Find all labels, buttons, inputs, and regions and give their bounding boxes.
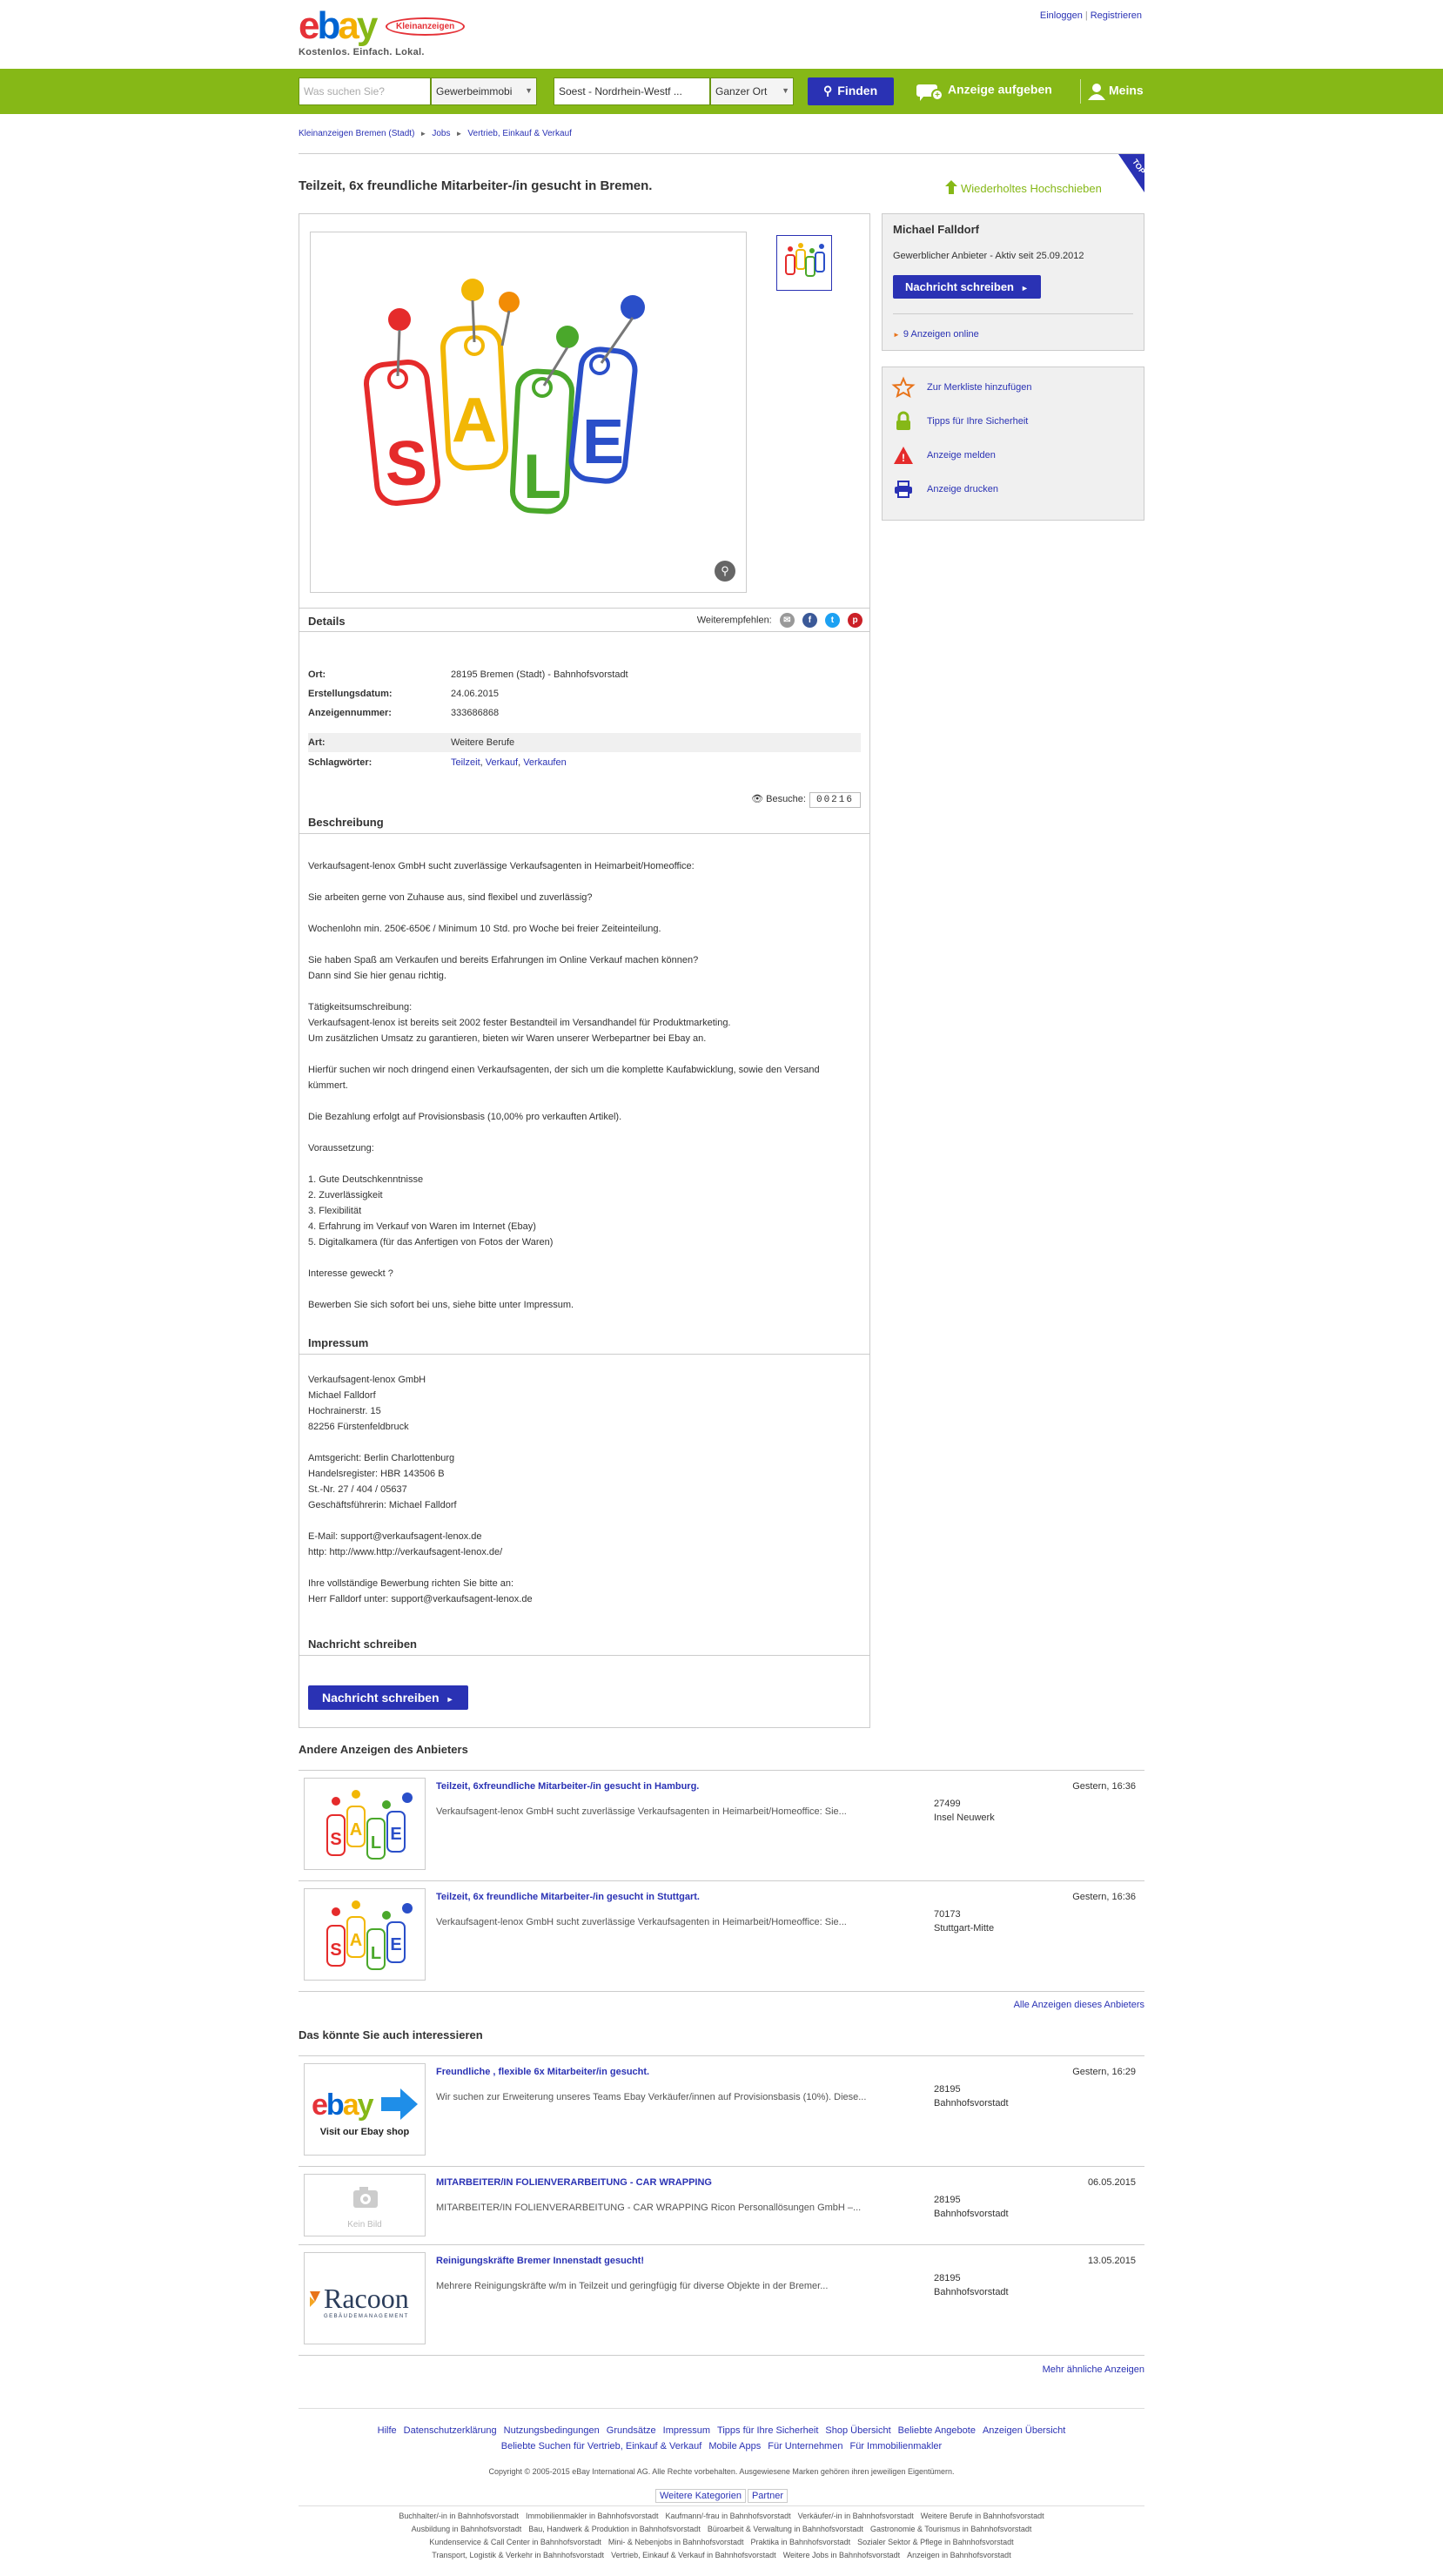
listing-location	[934, 1907, 994, 1935]
more-similar-link[interactable]: Mehr ähnliche Anzeigen	[1042, 2364, 1144, 2375]
seo-links	[299, 2510, 1144, 2562]
description-header	[299, 810, 869, 834]
listing-zip: 28195	[934, 2273, 961, 2283]
footer-link[interactable]: Beliebte Angebote	[897, 2425, 976, 2436]
detail-row	[308, 684, 861, 703]
top-badge-label: TOP	[1131, 157, 1147, 176]
image-thumbnail[interactable]	[776, 235, 832, 291]
other-ads-heading: Andere Anzeigen des Anbieters	[299, 1743, 468, 1756]
play-arrow-icon: ►	[893, 331, 900, 339]
detail-row-type	[308, 733, 861, 752]
ebay-logo-text: ebay	[299, 4, 376, 47]
listing-date: Gestern, 16:29	[1072, 2067, 1136, 2077]
seo-link[interactable]: Anzeigen in Bahnhofsvorstadt	[907, 2551, 1011, 2559]
divider	[893, 313, 1133, 314]
eye-icon: 👁	[751, 794, 764, 804]
seller-info: Gewerblicher Anbieter - Aktiv seit 25.09.2012	[893, 251, 1084, 261]
listing-description: Mehrere Reinigungskräfte w/m in Teilzeit und geringfügig für diverse Objekte in der Bremer...	[436, 2281, 829, 2291]
seo-link[interactable]: Praktika in Bahnhofsvorstadt	[750, 2538, 851, 2546]
list-item[interactable]	[299, 2245, 1144, 2355]
sale-thumbnail-image	[305, 1779, 425, 1869]
write-message-button[interactable]	[308, 1685, 468, 1710]
pinterest-share-icon[interactable]: p	[848, 613, 862, 628]
impressum-text: Verkaufsagent-lenox GmbH Michael Falldorf Hochrainerstr. 15 82256 Fürstenfeldbruck Amtsgericht: Berlin Charlottenburg Handelsregister: HBR 143506 B St.-Nr. 27 / 404 / 05637 Geschäftsführerin: Michael Falldorf E-Mail: support@verkaufsagent-lenox.de http: http://www.http://verkaufsagent-lenox.de/ Ihre vollständige Bewerbung richten Sie bitte an: Herr Falldorf unter: support@verkaufsagent-lenox.de	[308, 1375, 533, 1604]
type-link[interactable]: Weitere Berufe	[451, 737, 515, 748]
seo-link[interactable]: Ausbildung in Bahnhofsvorstadt	[411, 2525, 522, 2533]
footer-link[interactable]: Nutzungsbedingungen	[503, 2425, 600, 2436]
play-arrow-icon: ►	[1021, 284, 1029, 293]
detail-row	[308, 665, 861, 684]
svg-text:A: A	[452, 386, 497, 455]
tab-more-categories[interactable]: Weitere Kategorien	[655, 2489, 746, 2503]
svg-text:+: +	[935, 91, 940, 100]
list-item[interactable]	[299, 1771, 1144, 1880]
footer-link[interactable]: Shop Übersicht	[825, 2425, 891, 2436]
svg-text:S: S	[330, 1940, 342, 1960]
svg-text:A: A	[349, 1931, 363, 1950]
similar-heading: Das könnte Sie auch interessieren	[299, 2028, 483, 2041]
detail-value: 333686868	[451, 708, 500, 718]
site-logo[interactable]	[299, 4, 455, 57]
ad-title: Teilzeit, 6x freundliche Mitarbeiter-/in gesucht in Bremen.	[299, 178, 653, 193]
share-bar	[697, 613, 862, 628]
breadcrumb	[299, 129, 572, 138]
listing-title[interactable]: Teilzeit, 6xfreundliche Mitarbeiter-/in gesucht in Hamburg.	[436, 1781, 700, 1792]
watchlist-label: Zur Merkliste hinzufügen	[927, 382, 1032, 393]
listing-zip: 70173	[934, 1909, 961, 1920]
tag-link[interactable]: Verkauf	[485, 757, 519, 768]
svg-text:S: S	[385, 429, 428, 499]
all-seller-ads-link[interactable]: Alle Anzeigen dieses Anbieters	[1013, 2000, 1144, 2010]
logo-badge: Kleinanzeigen	[386, 17, 465, 36]
detail-key: Schlagwörter:	[308, 757, 372, 768]
facebook-share-icon[interactable]: f	[802, 613, 817, 628]
top-badge	[1118, 154, 1147, 192]
divider	[299, 2355, 1144, 2356]
breadcrumb-item[interactable]: Vertrieb, Einkauf & Verkauf	[467, 129, 572, 138]
twitter-share-icon[interactable]: t	[825, 613, 840, 628]
my-label: Meins	[1109, 83, 1144, 98]
svg-text:A: A	[349, 1820, 363, 1840]
listing-thumbnail	[304, 2252, 426, 2344]
safety-tips-label: Tipps für Ihre Sicherheit	[927, 416, 1029, 427]
print-ad-label: Anzeige drucken	[927, 484, 998, 494]
seo-link[interactable]: Büroarbeit & Verwaltung in Bahnhofsvorstadt	[707, 2525, 863, 2533]
racoon-logo-subtext: GEBÄUDEMANAGEMENT	[324, 2314, 409, 2319]
chevron-down-icon: ▼	[782, 86, 789, 95]
category-value: Gewerbeimmobi	[436, 85, 513, 98]
footer-link[interactable]: Hilfe	[377, 2425, 397, 2436]
svg-text:!: !	[902, 452, 905, 464]
category-select[interactable]	[431, 77, 537, 105]
racoon-logo-text: Racoon	[324, 2283, 409, 2314]
listing-description: Verkaufsagent-lenox GmbH sucht zuverlässige Verkaufsagenten in Heimarbeit/Homeoffice: Sie...	[436, 1806, 847, 1817]
tab-partner[interactable]: Partner	[748, 2489, 788, 2503]
printer-icon	[893, 480, 914, 499]
ebay-shop-image	[305, 2064, 425, 2155]
seo-link[interactable]: Kundenservice & Call Center in Bahnhofsvorstadt	[429, 2538, 601, 2546]
description-heading: Beschreibung	[308, 816, 384, 829]
listing-location	[934, 2082, 1009, 2110]
listing-zip: 28195	[934, 2084, 961, 2095]
listing-description: MITARBEITER/IN FOLIENVERARBEITUNG - CAR WRAPPING Ricon Personallösungen GmbH –...	[436, 2203, 862, 2213]
svg-text:ebay: ebay	[312, 2088, 372, 2122]
footer-tabs	[299, 2489, 1144, 2503]
camera-icon	[305, 2175, 425, 2218]
seller-name: Michael Falldorf	[893, 223, 979, 236]
no-image-label: Kein Bild	[347, 2220, 382, 2230]
detail-key: Erstellungsdatum:	[308, 689, 393, 699]
footer-link[interactable]: Impressum	[662, 2425, 711, 2436]
tag-link[interactable]: Verkaufen	[523, 757, 567, 768]
seo-link[interactable]: Bau, Handwerk & Produktion in Bahnhofsvorstadt	[528, 2525, 701, 2533]
login-link[interactable]: Einloggen	[1039, 10, 1083, 21]
listing-thumbnail	[304, 2063, 426, 2156]
listing-date: Gestern, 16:36	[1072, 1892, 1136, 1902]
listing-location	[934, 2271, 1009, 2299]
breadcrumb-item[interactable]: Kleinanzeigen Bremen (Stadt)	[299, 129, 415, 138]
seller-message-label: Nachricht schreiben	[905, 280, 1014, 293]
detail-key: Anzeigennummer:	[308, 708, 392, 718]
listing-zip: 28195	[934, 2195, 961, 2205]
detail-value: 28195 Bremen (Stadt) - Bahnhofsvorstadt	[451, 669, 628, 680]
breadcrumb-item[interactable]: Jobs	[432, 129, 451, 138]
email-share-icon[interactable]: ✉	[780, 613, 795, 628]
visits-value: 00216	[809, 792, 861, 808]
seo-link[interactable]: Weitere Jobs in Bahnhofsvorstadt	[782, 2551, 901, 2559]
post-ad-label: Anzeige aufgeben	[948, 82, 1052, 97]
impressum-header	[299, 1330, 869, 1355]
detail-key: Art:	[308, 737, 326, 748]
listing-date: Gestern, 16:36	[1072, 1781, 1136, 1792]
details-header	[299, 608, 869, 632]
divider	[299, 2408, 1144, 2409]
seo-link[interactable]: Vertrieb, Einkauf & Verkauf in Bahnhofsvorstadt	[611, 2551, 776, 2559]
seo-link[interactable]: Gastronomie & Tourismus in Bahnhofsvorstadt	[869, 2525, 1032, 2533]
listing-description: Wir suchen zur Erweiterung unseres Teams Ebay Verkäufer/innen auf Provisionsbasis (10%). Diese...	[436, 2092, 867, 2102]
svg-text:S: S	[330, 1830, 342, 1849]
sale-tags-image	[311, 232, 746, 592]
visit-counter	[751, 792, 861, 808]
seller-ads-link[interactable]	[893, 329, 979, 340]
divider	[299, 1991, 1144, 1992]
post-ad-button[interactable]	[915, 79, 1052, 102]
seller-ads-label: 9 Anzeigen online	[903, 329, 979, 340]
impressum-heading: Impressum	[308, 1336, 369, 1349]
actions-box	[882, 367, 1144, 521]
breadcrumb-separator-icon: ►	[419, 130, 427, 138]
listing-place: Stuttgart-Mitte	[934, 1923, 995, 1934]
ad-main-panel	[299, 213, 870, 1728]
sale-thumbnail-image	[777, 236, 831, 290]
detail-row-tags: Schlagwörter: Teilzeit, Verkauf, Verkaufen	[308, 757, 567, 768]
svg-text:L: L	[370, 1833, 382, 1853]
svg-text:E: E	[581, 407, 625, 477]
listing-location	[934, 2193, 1009, 2221]
repost-label: Wiederholtes Hochschieben	[961, 182, 1102, 195]
breadcrumb-separator-icon: ►	[455, 130, 463, 138]
detail-key: Ort:	[308, 669, 326, 680]
seo-link[interactable]: Sozialer Sektor & Pflege in Bahnhofsvorstadt	[857, 2538, 1014, 2546]
location-input[interactable]: Soest - Nordrhein-Westf ...	[554, 77, 710, 105]
copyright: Copyright © 2005-2015 eBay International AG. Alle Rechte vorbehalten. Ausgewiesene Marken gehören ihren jeweiligen Eigentümern.	[488, 2467, 955, 2476]
listing-title[interactable]: Freundliche , flexible 6x Mitarbeiter/in gesucht.	[436, 2067, 650, 2077]
tag-link[interactable]: Teilzeit	[451, 757, 480, 768]
listing-date: 06.05.2015	[1087, 2177, 1136, 2188]
footer-link[interactable]: Anzeigen Übersicht	[982, 2425, 1066, 2436]
divider	[299, 153, 1144, 154]
svg-text:E: E	[390, 1935, 402, 1954]
listing-title[interactable]: Reinigungskräfte Bremer Innenstadt gesucht!	[436, 2256, 644, 2266]
listing-place: Bahnhofsvorstadt	[934, 2098, 1009, 2109]
zoom-icon[interactable]: ⚲	[715, 561, 735, 582]
listing-date: 13.05.2015	[1087, 2256, 1136, 2266]
radius-value: Ganzer Ort	[715, 85, 768, 98]
ad-description: Verkaufsagent-lenox GmbH sucht zuverlässige Verkaufsagenten in Heimarbeit/Homeoffice: Sie arbeiten gerne von Zuhause aus, sind flexibel und zuverlässig? Wochenlohn min. 250€-650€ / Minimum 10 Std. pro Woche bei freier Zeiteinteilung. Sie haben Spaß am Verkaufen und bereits Erfahrungen im Online Verkauf machen können? Dann sind Sie hier genau richtig. Tätigkeitsumschreibung: Verkaufsagent-lenox ist bereits seit 2002 fester Bestandteil im Versandhandel für Produktmarketing. Um zusätzlichen Umsatz zu garantieren, bieten wir Waren unserer Werbepartner bei Ebay an. Hierfür suchen wir noch dringend einen Verkaufsagenten, der sich um die komplette Kaufabwicklung, sowie den Versand kümmert. Die Bezahlung erfolgt auf Provisionsbasis (10,00% pro verkauften Artikel). Voraussetzung: 1. Gute Deutschkenntnisse 2. Zuverlässigkeit 3. Flexibilität 4. Erfahrung im Verkauf von Waren im Internet (Ebay) 5. Digitalkamera (für das Anfertigen von Fotos der Waren) Interesse geweckt ? Bewerben Sie sich sofort bei uns, siehe bitte unter Impressum.	[308, 861, 820, 1310]
footer-link[interactable]: Tipps für Ihre Sicherheit	[717, 2425, 819, 2436]
message-button-wrap	[308, 1685, 468, 1710]
details-heading: Details	[308, 615, 346, 628]
seo-link[interactable]: Buchhalter/-in in Bahnhofsvorstadt	[399, 2512, 519, 2520]
visits-label: Besuche:	[766, 794, 806, 804]
footer-link[interactable]: Für Immobilienmakler	[849, 2441, 943, 2452]
find-label: Finden	[837, 84, 878, 98]
svg-text:L: L	[523, 442, 561, 512]
seller-message-button[interactable]	[893, 275, 1041, 299]
list-item[interactable]	[299, 1881, 1144, 1991]
listing-place: Bahnhofsvorstadt	[934, 2209, 1009, 2219]
link-separator: |	[1084, 10, 1088, 21]
footer-link[interactable]: Grundsätze	[606, 2425, 656, 2436]
footer-link[interactable]: Mobile Apps	[708, 2441, 762, 2452]
svg-text:E: E	[390, 1825, 402, 1844]
seo-link[interactable]: Immobilienmakler in Bahnhofsvorstadt	[525, 2512, 659, 2520]
search-input[interactable]: Was suchen Sie?	[299, 77, 431, 105]
radius-select[interactable]	[710, 77, 794, 105]
seo-link[interactable]: Kaufmann/-frau in Bahnhofsvorstadt	[665, 2512, 791, 2520]
share-label: Weiterempfehlen:	[696, 615, 772, 626]
footer-link[interactable]: Beliebte Suchen für Vertrieb, Einkauf & Verkauf	[500, 2441, 702, 2452]
detail-row	[308, 703, 861, 723]
list-item[interactable]	[299, 2167, 1144, 2245]
seller-box	[882, 213, 1144, 351]
account-links	[1037, 10, 1144, 21]
my-account-button[interactable]	[1080, 79, 1144, 104]
listing-place: Bahnhofsvorstadt	[934, 2287, 1009, 2297]
listing-thumbnail	[304, 2174, 426, 2236]
search-icon: ⚲	[823, 84, 833, 98]
site-slogan: Kostenlos. Einfach. Lokal.	[299, 47, 425, 57]
ad-image[interactable]	[310, 232, 747, 593]
listing-place: Insel Neuwerk	[934, 1813, 995, 1823]
listing-zip: 27499	[934, 1799, 961, 1809]
search-bar	[0, 69, 1443, 114]
sale-thumbnail-image	[305, 1889, 425, 1980]
message-heading: Nachricht schreiben	[308, 1638, 417, 1651]
listing-description: Verkaufsagent-lenox GmbH sucht zuverlässige Verkaufsagenten in Heimarbeit/Homeoffice: Sie...	[436, 1917, 847, 1927]
star-icon	[893, 378, 914, 397]
warning-icon	[893, 446, 914, 465]
detail-value: 24.06.2015	[451, 689, 500, 699]
write-message-label: Nachricht schreiben	[322, 1691, 440, 1705]
report-ad-label: Anzeige melden	[927, 450, 996, 461]
seo-link[interactable]: Verkäufer/-in in Bahnhofsvorstadt	[797, 2512, 914, 2520]
list-item[interactable]	[299, 2056, 1144, 2166]
ebay-shop-label: Visit our Ebay shop	[319, 2127, 410, 2137]
listing-title[interactable]: Teilzeit, 6x freundliche Mitarbeiter-/in gesucht in Stuttgart.	[436, 1892, 700, 1902]
divider	[299, 2505, 1144, 2506]
lock-icon	[893, 412, 914, 431]
play-arrow-icon: ►	[446, 1695, 454, 1704]
repost-indicator	[945, 180, 1102, 195]
footer-link[interactable]: Für Unternehmen	[768, 2441, 843, 2452]
seo-link[interactable]: Transport, Logistik & Verkehr in Bahnhofsvorstadt	[432, 2551, 605, 2559]
user-icon	[1088, 83, 1105, 100]
footer-link[interactable]: Datenschutzerklärung	[403, 2425, 497, 2436]
svg-text:L: L	[370, 1944, 382, 1963]
listing-title[interactable]: MITARBEITER/IN FOLIENVERARBEITUNG - CAR WRAPPING	[436, 2177, 712, 2188]
listing-thumbnail	[304, 1778, 426, 1870]
chevron-down-icon: ▼	[525, 86, 533, 95]
post-ad-icon	[915, 79, 944, 102]
listing-thumbnail	[304, 1888, 426, 1981]
find-button[interactable]	[808, 77, 894, 105]
footer-links	[299, 2423, 1144, 2454]
seo-link[interactable]: Weitere Berufe in Bahnhofsvorstadt	[920, 2512, 1044, 2520]
listing-location	[934, 1797, 995, 1825]
register-link[interactable]: Registrieren	[1090, 10, 1142, 21]
seo-link[interactable]: Mini- & Nebenjobs in Bahnhofsvorstadt	[607, 2538, 744, 2546]
arrow-up-icon	[945, 180, 957, 194]
message-header	[299, 1631, 869, 1656]
